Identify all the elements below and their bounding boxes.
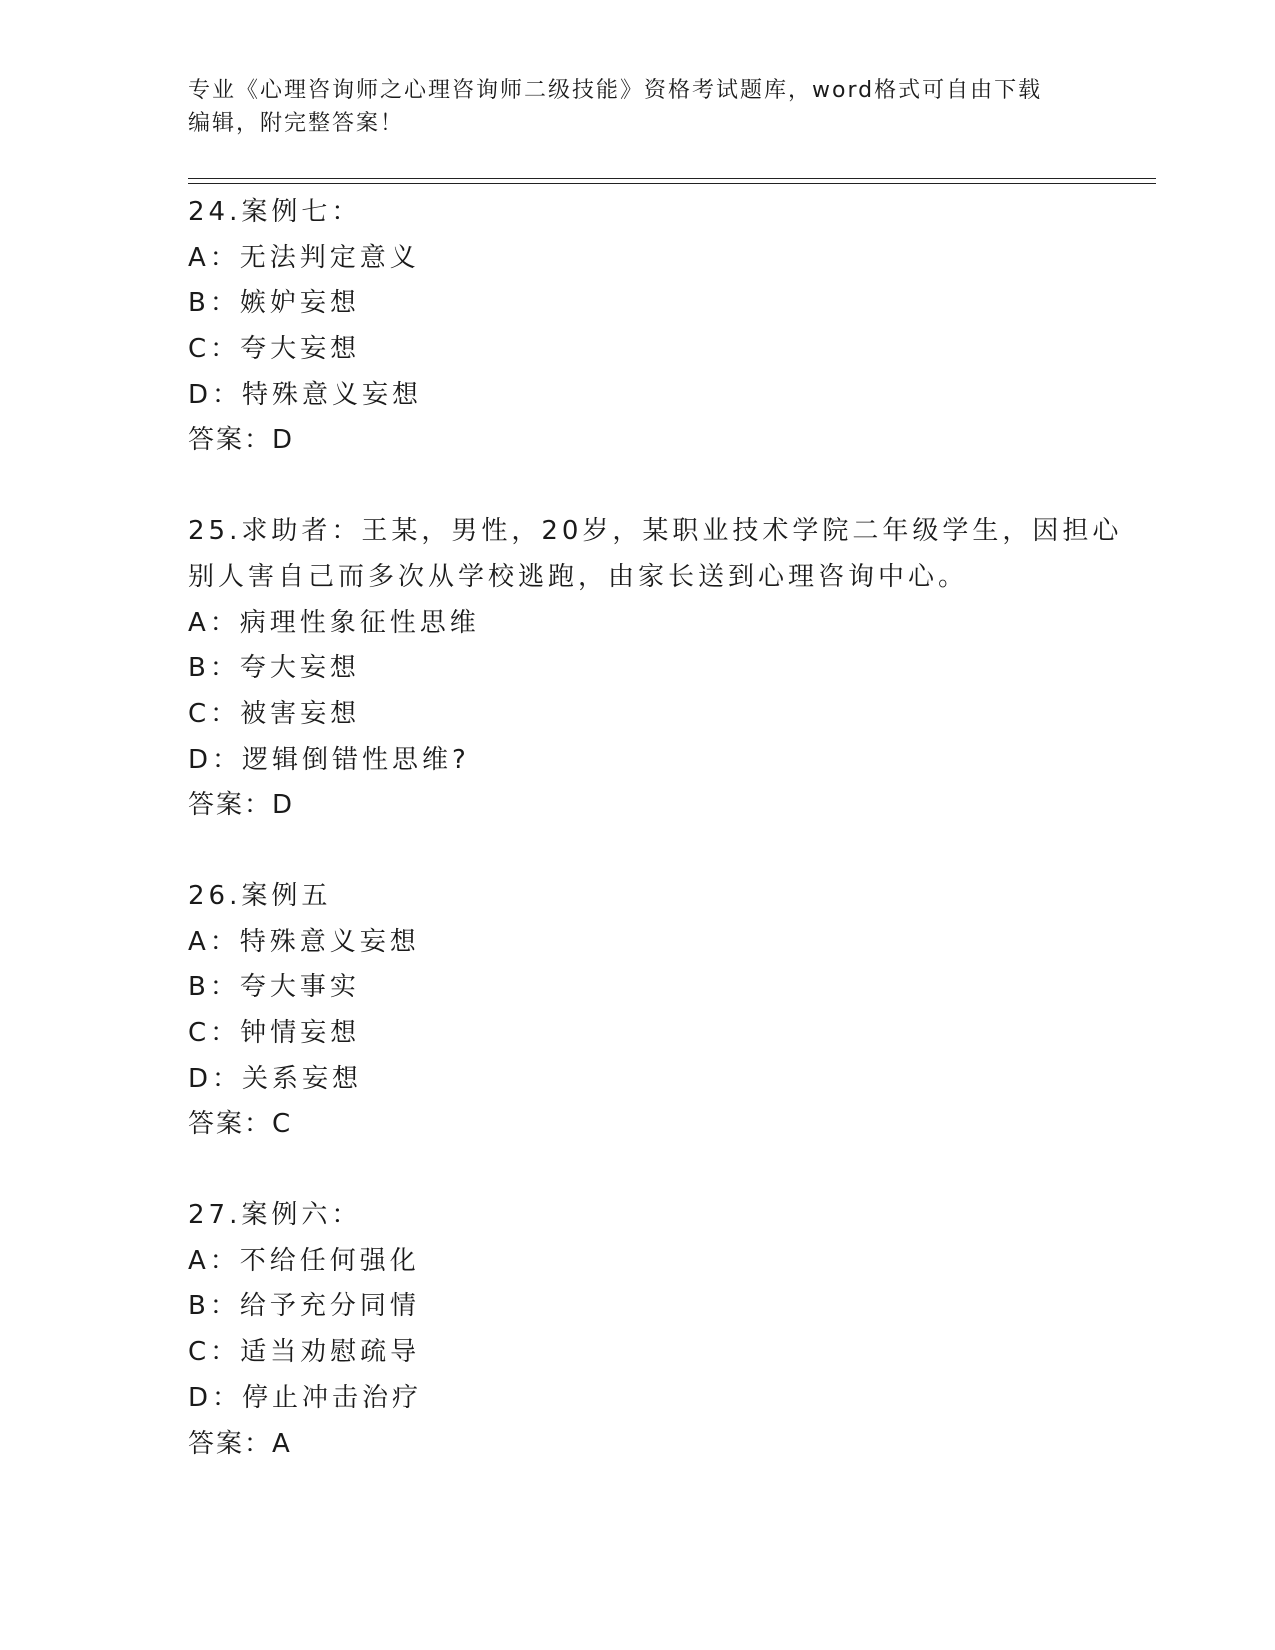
option-d: D：关系妄想 (188, 1063, 363, 1094)
question-stem-line-2: 别人害自己而多次从学校逃跑，由家长送到心理咨询中心。 (188, 561, 969, 592)
question-24 (188, 190, 1088, 464)
question-25 (188, 509, 1123, 829)
answer-value: C (272, 1109, 293, 1140)
answer-line (188, 1102, 1088, 1148)
option-c: C：夸大妄想 (188, 334, 361, 365)
answer-line (188, 783, 1088, 829)
question-stem-line-1: 25.求助者：王某，男性，20岁，某职业技术学院二年级学生，因担心 (188, 516, 1123, 547)
answer-label: 答案： (188, 1109, 273, 1140)
option-b: B：给予充分同情 (188, 1291, 420, 1322)
header-line-2: 编辑，附完整答案！ (188, 111, 405, 136)
option-a: A：不给任何强化 (188, 1245, 420, 1276)
option-a: A：病理性象征性思维 (188, 607, 480, 638)
question-27 (188, 1193, 1088, 1467)
document-header (188, 74, 1088, 140)
answer-label: 答案： (188, 425, 273, 456)
header-line-1: 专业《心理咨询师之心理咨询师二级技能》资格考试题库，word格式可自由下载 (188, 78, 1043, 103)
header-divider-bottom (188, 183, 1156, 184)
option-d: D：特殊意义妄想 (188, 379, 423, 410)
answer-line (188, 418, 1088, 464)
answer-value: D (272, 790, 295, 821)
question-stem: 27.案例六： (188, 1200, 362, 1231)
header-divider-top (188, 178, 1156, 179)
answer-label: 答案： (188, 790, 273, 821)
option-d: D：停止冲击治疗 (188, 1382, 423, 1413)
answer-value: A (272, 1428, 292, 1459)
option-b: B：夸大事实 (188, 972, 360, 1003)
option-a: A：特殊意义妄想 (188, 926, 420, 957)
question-26 (188, 874, 1088, 1148)
option-c: C：钟情妄想 (188, 1018, 361, 1048)
answer-value: D (272, 425, 295, 456)
option-b: B：嫉妒妄想 (188, 288, 360, 319)
option-c: C：适当劝慰疏导 (188, 1337, 421, 1368)
question-stem: 24.案例七： (188, 197, 362, 227)
option-c: C：被害妄想 (188, 698, 361, 729)
question-stem: 26.案例五 (188, 880, 332, 911)
option-b: B：夸大妄想 (188, 653, 360, 684)
question-list (188, 190, 1123, 1512)
answer-label: 答案： (188, 1428, 273, 1459)
answer-line (188, 1422, 1088, 1468)
option-a: A：无法判定意义 (188, 242, 420, 273)
option-d: D：逻辑倒错性思维? (188, 744, 470, 775)
